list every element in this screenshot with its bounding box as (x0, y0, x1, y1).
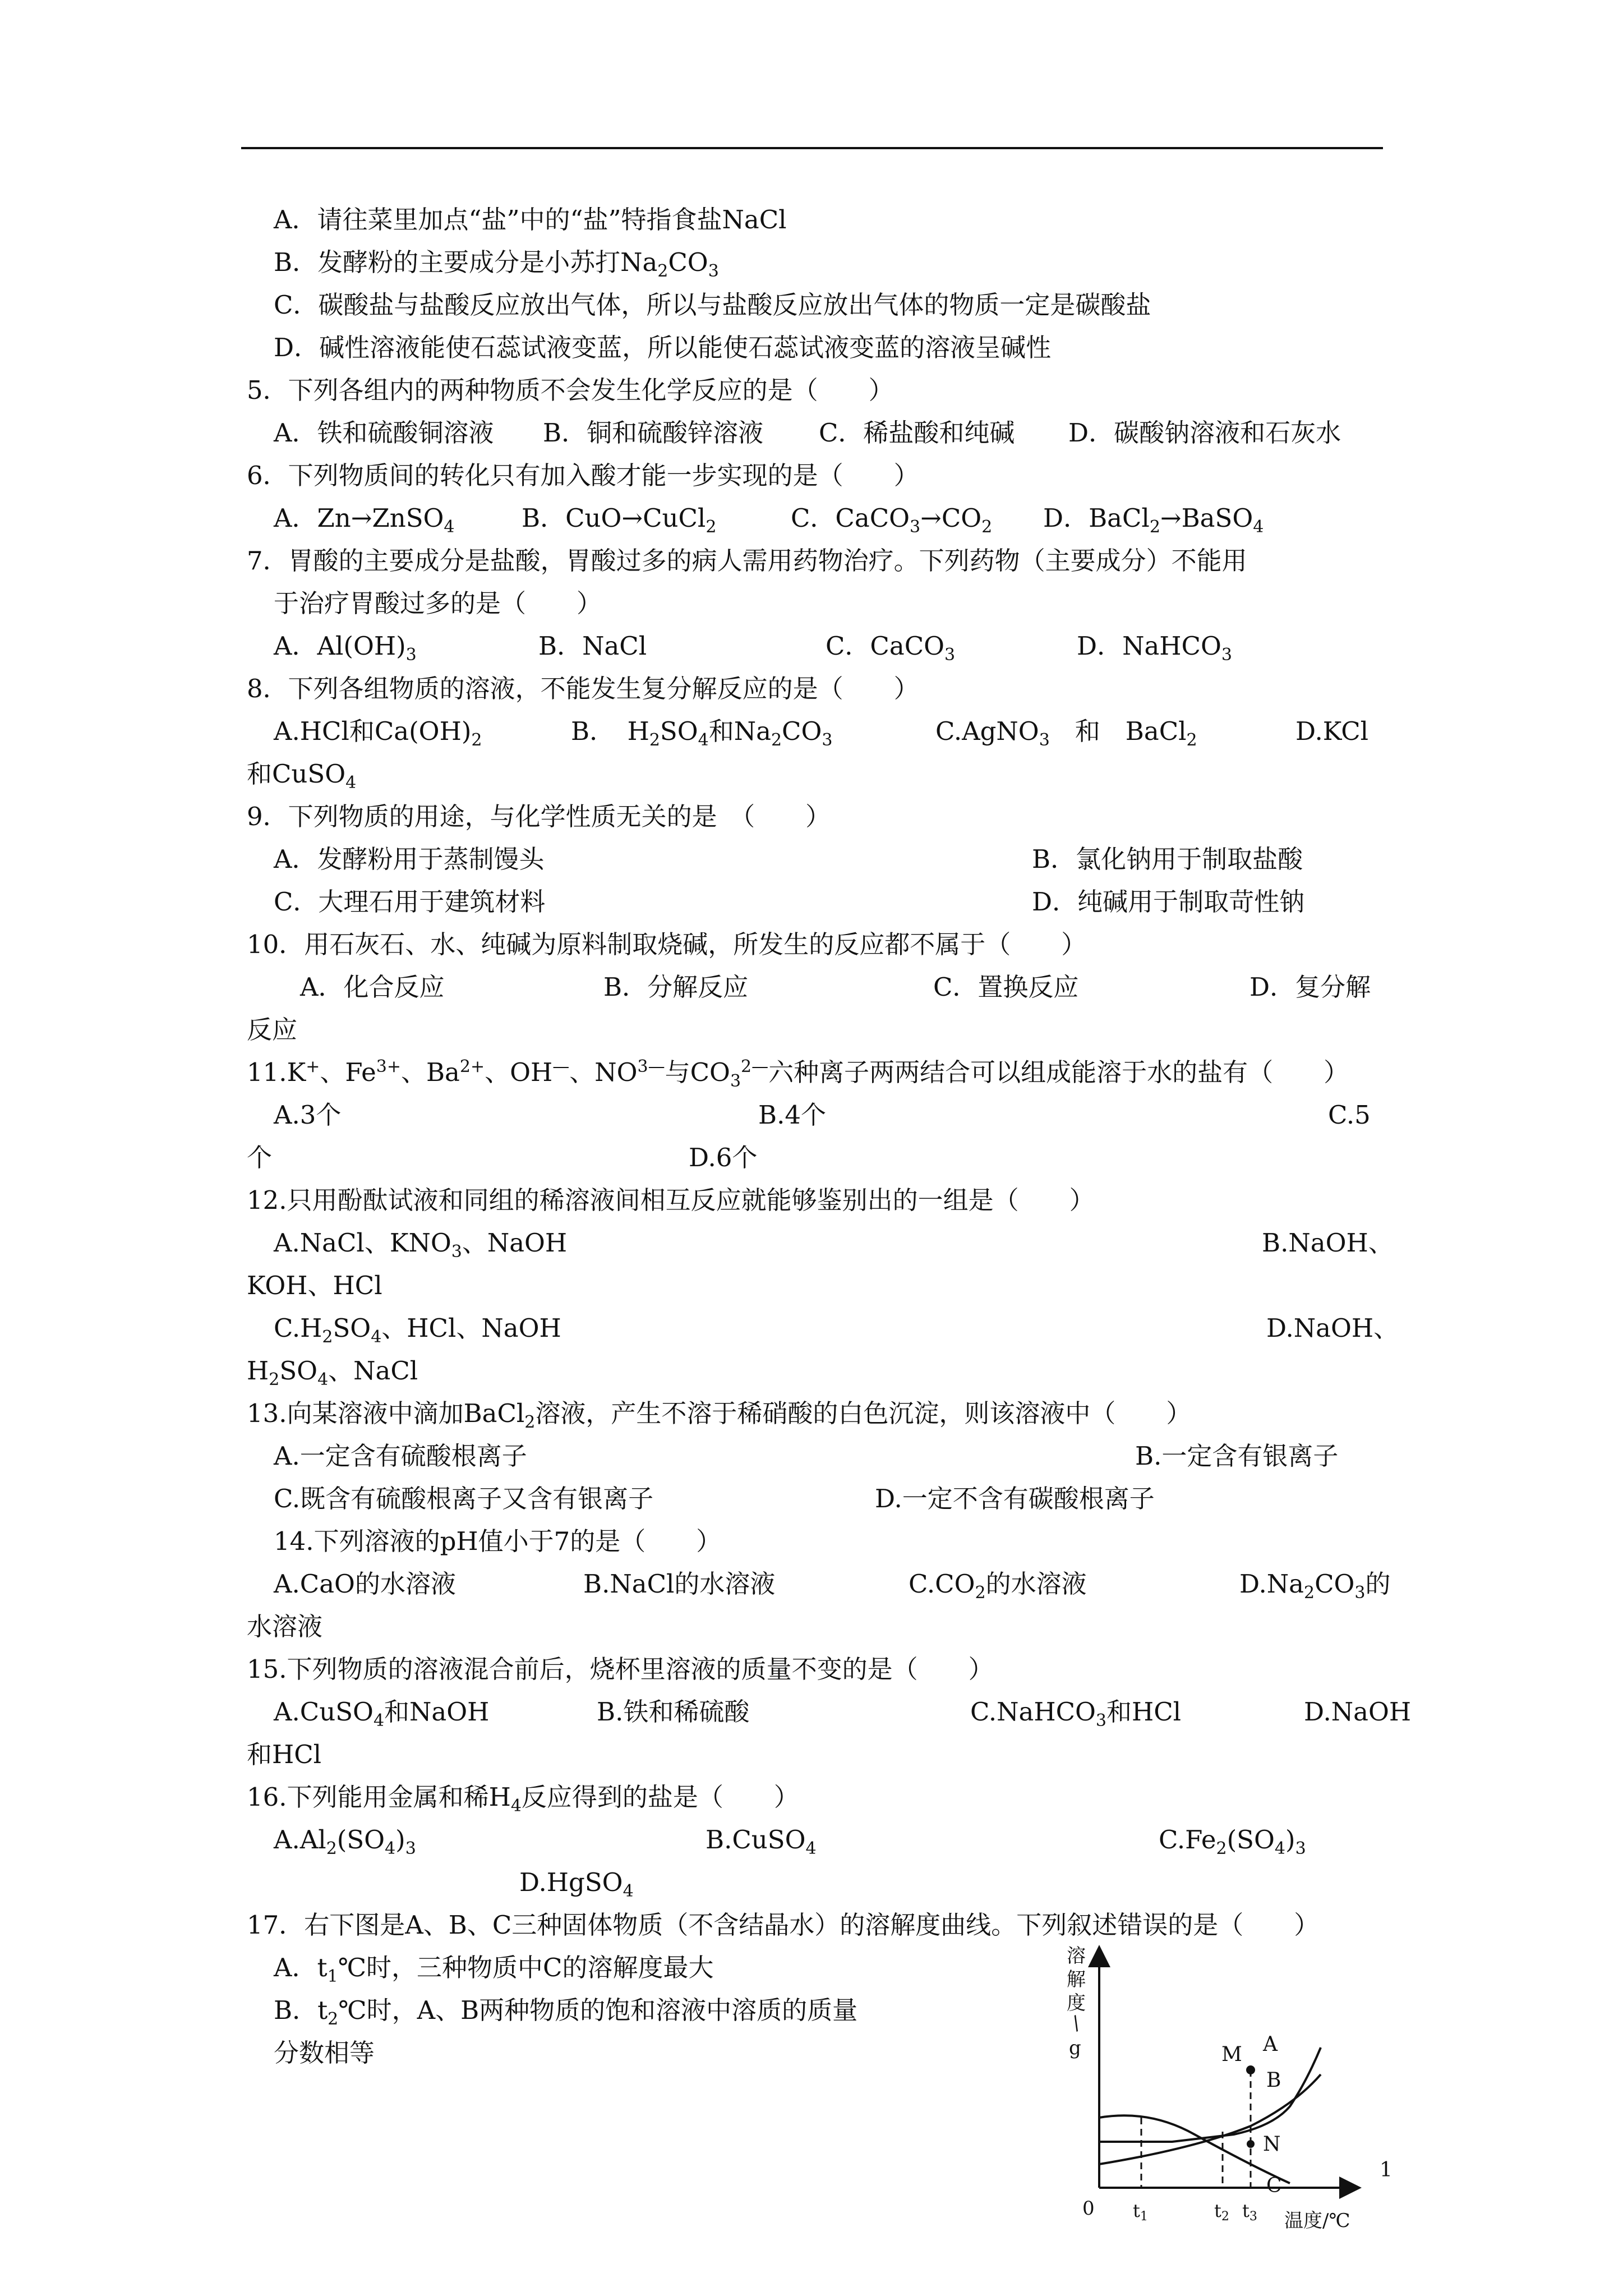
q7-option-b: B．NaCl (538, 631, 647, 661)
q15-option-a: A.CuSO$_4$和NaOH (274, 1697, 490, 1731)
q9-option-d: D．纯碱用于制取苛性钠 (1032, 887, 1305, 917)
q8-option-a: A.HCl和$Ca(OH)_2$ (274, 716, 482, 750)
header-rule (241, 147, 1383, 149)
q9-stem: 9．下列物质的用途，与化学性质无关的是 （ ） (247, 802, 831, 831)
q12-option-d-cont: $H_2SO_4$、NaCl (247, 1356, 418, 1389)
q11-option-d: D.6个 (689, 1143, 758, 1172)
point-n (1247, 2140, 1255, 2148)
q13-option-a: A.一定含有硫酸根离子 (274, 1441, 527, 1471)
q13-option-c: C.既含有硫酸根离子又含有银离子 (274, 1484, 654, 1513)
q9-option-c: C．大理石用于建筑材料 (274, 887, 546, 917)
q14-option-b: B.NaCl的水溶液 (583, 1569, 776, 1599)
q14-option-a: A.CaO的水溶液 (274, 1569, 456, 1599)
q14-option-c: $C.CO_2$的水溶液 (909, 1569, 1087, 1603)
q10-option-a: A．化合反应 (300, 972, 445, 1002)
q5-option-a: A．铁和硫酸铜溶液 (274, 418, 494, 448)
q9-option-a: A．发酵粉用于蒸制馒头 (274, 844, 545, 874)
q17-option-a: A．$t_1℃$时，三种物质中C的溶解度最大 (274, 1953, 714, 1986)
q8-stem: 8．下列各组物质的溶液，不能发生复分解反应的是（ ） (247, 674, 919, 703)
q5-option-b: B．铜和硫酸锌溶液 (543, 418, 764, 448)
y-axis-label (1067, 1945, 1086, 2059)
q11-option-b: B.4个 (758, 1100, 827, 1130)
q12-option-d: D.NaOH、 (1266, 1313, 1399, 1343)
q7-option-d: D．NaHCO$_3$ (1077, 631, 1232, 665)
point-m-label: M (1221, 2043, 1242, 2066)
q8-option-d-cont: 和CuSO$_4$ (247, 759, 357, 793)
q15-option-c: C.NaHCO$_3$和HCl (970, 1697, 1182, 1731)
origin-label: 0 (1082, 2197, 1095, 2220)
svg-text:解: 解 (1067, 1968, 1086, 1991)
q10-stem: 10．用石灰石、水、纯碱为原料制取烧碱，所发生的反应都不属于（ ） (247, 930, 1087, 959)
q13-option-d: D.一定不含有碳酸根离子 (875, 1484, 1155, 1513)
q13-option-b: B.一定含有银离子 (1135, 1441, 1339, 1471)
tick-t1: t1 (1133, 2200, 1148, 2224)
series-c-label: C (1266, 2174, 1282, 2197)
q12-option-a: A.NaCl、$KNO_3$、NaOH (274, 1228, 568, 1262)
q5-stem: 5．下列各组内的两种物质不会发生化学反应的是（ ） (247, 375, 894, 405)
series-a-label: A (1263, 2033, 1278, 2056)
q11-option-a: A.3个 (274, 1100, 342, 1130)
point-m (1246, 2065, 1255, 2074)
tick-t2: t2 (1214, 2200, 1229, 2224)
q16-option-c: $C.Fe_2(SO_4)_3$ (1159, 1825, 1306, 1858)
q14-option-d-cont: 水溶液 (247, 1612, 323, 1641)
q15-option-d: D.NaOH (1304, 1697, 1412, 1727)
q6-option-a: A．Zn→ZnSO$_4$ (274, 503, 455, 537)
x-axis-label: 温度/℃ (1284, 2210, 1350, 2232)
q10-option-d: D．复分解 (1249, 972, 1371, 1002)
q15-stem: 15.下列物质的溶液混合前后，烧杯里溶液的质量不变的是（ ） (247, 1654, 994, 1684)
q16-stem: 16.下列能用金属和稀$H_4$反应得到的盐是（ ） (247, 1782, 799, 1816)
q17-option-b: B．$t_2℃$时，A、B两种物质的饱和溶液中溶质的质量 (274, 1995, 858, 2029)
q4-option-a: A．请往菜里加点“盐”中的“盐”特指食盐NaCl (274, 205, 787, 234)
q10-option-d-cont: 反应 (247, 1015, 298, 1045)
q5-option-d: D．碳酸钠溶液和石灰水 (1068, 418, 1341, 448)
curve-b (1099, 2074, 1321, 2164)
q17-option-b-cont: 分数相等 (274, 2038, 375, 2068)
q16-option-d: D.HgSO$_4$ (519, 1867, 634, 1901)
q4-option-d: D．碱性溶液能使石蕊试液变蓝，所以能使石蕊试液变蓝的溶液呈碱性 (274, 333, 1052, 362)
q13-stem: 13.向某溶液中滴加BaCl$_2$溶液，产生不溶于稀硝酸的白色沉淀，则该溶液中（ ） (247, 1398, 1192, 1432)
q14-stem: 14.下列溶液的pH值小于7的是（ ） (274, 1526, 722, 1556)
q4-option-b: B．发酵粉的主要成分是小苏打$Na_2CO_3$ (274, 247, 719, 281)
solubility-curve-chart (1054, 1941, 1413, 2244)
svg-text:度: 度 (1067, 1992, 1086, 2014)
q9-option-b: B．氯化钠用于制取盐酸 (1032, 844, 1303, 874)
curve-a (1099, 2047, 1321, 2142)
q8-option-d: D.KCl (1295, 716, 1369, 746)
q8-option-c: C.AgNO$_3$ 和 BaCl$_2$ (935, 716, 1197, 750)
tick-t3: t3 (1242, 2200, 1257, 2224)
q14-option-d: $D.Na_2CO_3$的 (1239, 1569, 1391, 1603)
q12-option-c: $C.H_2SO_4$、HCl、NaOH (274, 1313, 561, 1347)
q10-option-c: C．置换反应 (933, 972, 1079, 1002)
q7-option-a: A．$Al(OH)_3$ (274, 631, 417, 665)
q12-option-b: B.NaOH、 (1262, 1228, 1394, 1258)
q17-stem: 17．右下图是A、B、C三种固体物质（不含结晶水）的溶解度曲线。下列叙述错误的是（ ） (247, 1910, 1320, 1940)
series-b-label: B (1266, 2069, 1281, 2092)
q4-option-c: C．碳酸盐与盐酸反应放出气体，所以与盐酸反应放出气体的物质一定是碳酸盐 (274, 290, 1151, 320)
svg-text:g: g (1069, 2037, 1081, 2059)
point-n-label: N (1263, 2133, 1281, 2156)
q11-stem: 11.K+、$Fe^{3+}$、$Ba^{2+}$、OH—、$NO^{3—}$与$CO_3^{2—}$六种离子两两结合可以组成能溶于水的盐有（ ） (247, 1057, 1349, 1091)
q16-option-b: B.CuSO$_4$ (706, 1825, 817, 1858)
svg-text:/: / (1068, 2012, 1084, 2035)
q12-option-b-cont: KOH、HCl (247, 1271, 382, 1300)
q5-option-c: C．稀盐酸和纯碱 (819, 418, 1015, 448)
q6-option-d: D．BaCl$_2$→BaSO$_4$ (1043, 503, 1264, 537)
q15-option-d-cont: 和HCl (247, 1740, 322, 1769)
q11-option-c: C.5 (1328, 1100, 1371, 1130)
q15-option-b: B.铁和稀硫酸 (597, 1697, 750, 1727)
q7-stem-line2: 于治疗胃酸过多的是（ ） (274, 588, 602, 618)
q11-option-c-cont: 个 (247, 1143, 273, 1172)
q8-option-b: B． $H_2SO_4$和$Na_2CO_3$ (571, 716, 833, 750)
q6-option-b: B．CuO→CuCl$_2$ (522, 503, 717, 537)
svg-text:溶: 溶 (1067, 1945, 1086, 1967)
q12-stem: 12.只用酚酞试液和同组的稀溶液间相互反应就能够鉴别出的一组是（ ） (247, 1185, 1095, 1215)
page-mark: 1 (1380, 2159, 1393, 2182)
q6-stem: 6．下列物质间的转化只有加入酸才能一步实现的是（ ） (247, 461, 919, 490)
q6-option-c: C．$CaCO_3\to CO_2$ (791, 503, 993, 537)
q7-stem-line1: 7．胃酸的主要成分是盐酸，胃酸过多的病人需用药物治疗。下列药物（主要成分）不能用 (247, 546, 1247, 576)
q16-option-a: $A.Al_2(SO_4)_3$ (274, 1825, 416, 1858)
q7-option-c: C．CaCO$_3$ (826, 631, 956, 665)
q10-option-b: B．分解反应 (603, 972, 749, 1002)
